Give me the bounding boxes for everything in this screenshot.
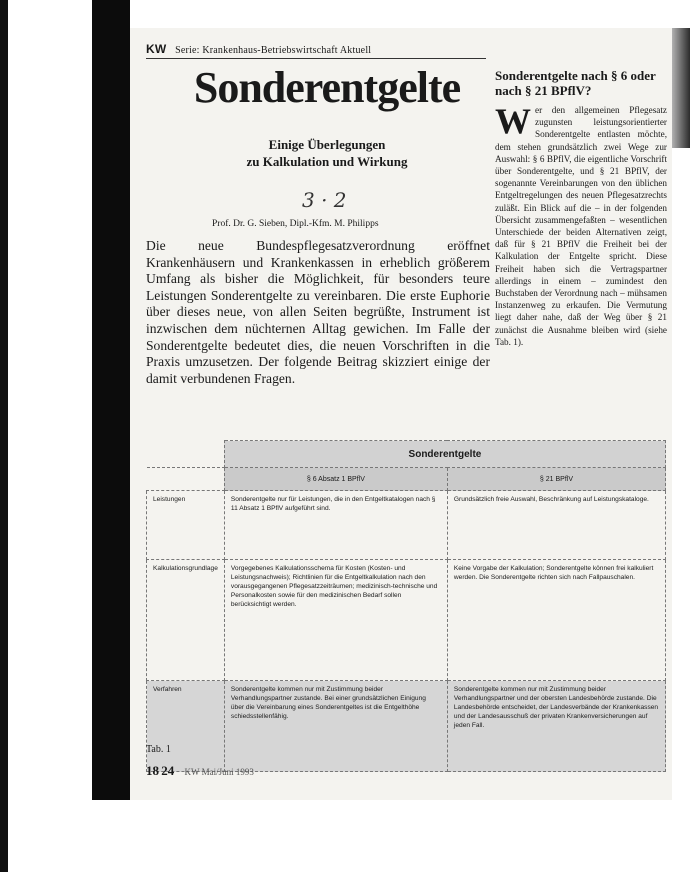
page-number: 18 [146,763,159,778]
table-row [147,560,666,681]
handwritten-page-number: 24 [161,763,175,778]
sidebar-heading: Sonderentgelte nach § 6 oder nach § 21 BPflV? [495,68,656,98]
article-title: Sonderentgelte [193,63,461,112]
row-cell-6: Sonderentgelte kommen nur mit Zustimmung beider Verhandlungspartner zustande. Bei einer grundsätzlichen Einigung über die Vereinbarung eines Sonderentgeltes ist die Entgelthöhe schiedsstellenfähig. [224,681,447,772]
row-cell-21: Grundsätzlich freie Auswahl, Beschränkung auf Leistungskataloge. [447,491,665,560]
page-footer [146,763,254,779]
magazine-logo: KW [146,42,167,56]
document-page [130,28,672,800]
authors-line: Prof. Dr. G. Sieben, Dipl.-Kfm. M. Philipps [212,219,379,229]
row-label: Leistungen [147,491,225,560]
drop-cap: W [495,101,531,141]
table-row [147,491,666,560]
row-cell-21: Sonderentgelte kommen nur mit Zustimmung beider Verhandlungspartner und der obersten Landesbehörde zustande. Die Landesbehörde entscheidet, der Landesverbände der Krankenkassen und der Landesausschuß der privaten Krankenversicherungen auf jeden Fall. [447,681,665,772]
table-corner [147,441,225,468]
scan-binding-shadow [92,0,130,800]
intro-paragraph: Die neue Bundespflegesatzverordnung eröffnet Krankenhäusern und Krankenkassen in erheblich größerem Umfang als bisher die Möglichkeit, für besonders teure Leistungen Sonderentgelte zu vereinbaren. Die erste Euphorie über dieses neue, von allen Seiten begrüßte, Instrument ist inzwischen dem nüchternen Alltag gewichen. Im Falle der Sonderentgelte bedeutet dies, die neuen Vorschriften in die Praxis umzusetzen. Der folgende Beitrag skizziert einige der damit verbundenen Fragen. [146,238,490,386]
row-cell-21: Keine Vorgabe der Kalkulation; Sonderentgelte können frei kalkuliert werden. Die Sonderentgelte richten sich nach Fallpauschalen. [447,560,665,681]
table-title: Sonderentgelte [224,441,665,468]
article-subtitle [182,136,472,170]
sidebar-text: er den allgemeinen Pflegesatz zugunsten leistungsorientierter Sonderentgelte entlasten möchte, dem stehen grundsätzlich zwei Wege zur Auswahl: § 6 BPflV, die eigentliche Vorschrift über Sonderentgelte, und § 21 BPflV, der sogenannte Vereinbarungen von den üblichen Entgeltregelungen des neuen Pflegesatzrechts zuläßt. Ein Blick auf die – in der folgenden Übersicht zusammengefaßten – wesentlichen Unterschiede der beiden Alternativen zeigt, daß für § 21 BPflV die Freiheit bei der Kalkulation der Entgelte spricht. Diese Freiheit haben sich die Vertragspartner allerdings in einem – zumindest den Buchstaben der Verordnung nach – mühsamen Instanzenweg zu erkaufen. Die Vermutung liegt daher nahe, daß der Weg über § 21 zunächst die Ausnahme bleiben wird (siehe Tab. 1). [495,105,667,347]
row-label: Verfahren [147,681,225,772]
issue-note: KW Mai/Juni 1993 [184,767,254,777]
subtitle-line-1: Einige Überlegungen [268,137,386,152]
scan-border-left [0,0,8,872]
table-row [147,681,666,772]
subtitle-line-2: zu Kalkulation und Wirkung [246,154,408,169]
row-cell-6: Vorgegebenes Kalkulationsschema für Kosten (Kosten- und Leistungsnachweis); Richtlinien für die Entgeltkalkulation nach den vorausgegangenen Pflegesatzzeiträumen; medizinisch-technische und Personalkosten sowie für den medizinischen Bedarf sollen berücksichtigt werden. [224,560,447,681]
table-col-header-21: § 21 BPflV [447,468,665,491]
series-label: Serie: Krankenhaus-Betriebswirtschaft Aktuell [175,45,372,56]
comparison-table [146,440,666,772]
header-rule [146,58,486,59]
row-label: Kalkulationsgrundlage [147,560,225,681]
table-caption: Tab. 1 [146,744,171,755]
handwritten-note: 3 · 2 [302,188,347,212]
row-cell-6: Sonderentgelte nur für Leistungen, die in den Entgeltkatalogen nach § 11 Absatz 1 BPflV aufgeführt sind. [224,491,447,560]
sidebar-body [495,101,667,348]
series-header [146,42,371,56]
table-corner-2 [147,468,225,491]
sidebar-column [495,68,667,348]
table-col-header-6: § 6 Absatz 1 BPflV [224,468,447,491]
